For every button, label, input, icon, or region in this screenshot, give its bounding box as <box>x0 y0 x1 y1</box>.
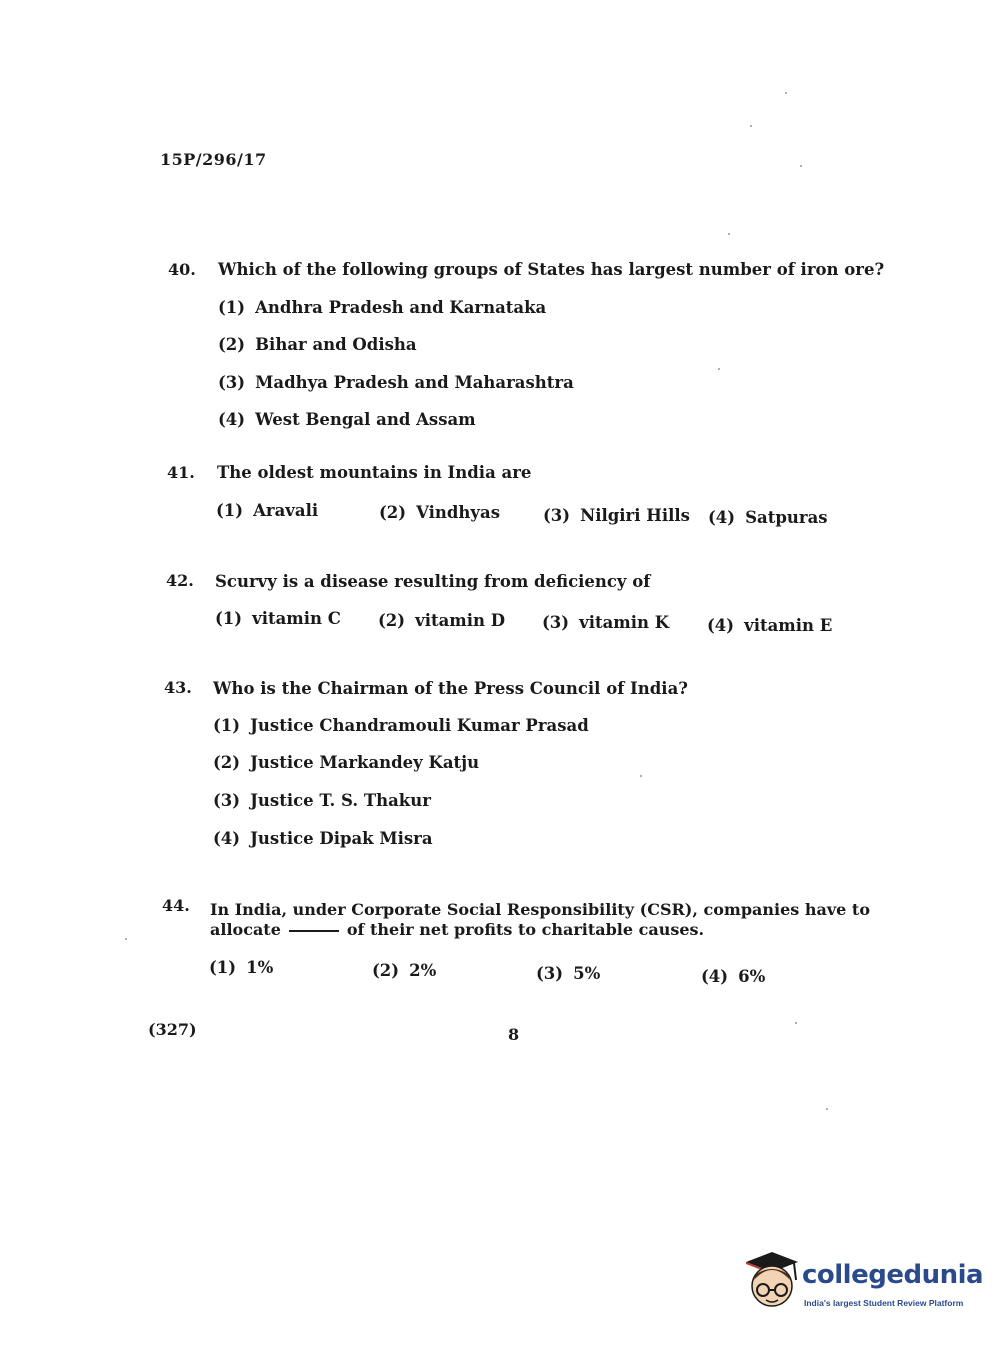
option: (4) Satpuras <box>708 508 828 527</box>
option: (3) Madhya Pradesh and Maharashtra <box>218 373 574 392</box>
question-text: Scurvy is a disease resulting from deficiency of <box>215 572 651 591</box>
option: (3) vitamin K <box>542 613 670 632</box>
paper-code: 15P/296/17 <box>160 150 267 169</box>
option: (2) 2% <box>372 961 437 980</box>
option: (4) vitamin E <box>707 616 833 635</box>
option: (2) Justice Markandey Katju <box>213 753 480 772</box>
question-number: 40. <box>168 260 196 279</box>
option: (2) vitamin D <box>378 611 506 630</box>
question-number: 41. <box>167 463 195 482</box>
option: (3) Nilgiri Hills <box>543 506 690 525</box>
option: (4) Justice Dipak Misra <box>213 829 433 848</box>
option: (1) Justice Chandramouli Kumar Prasad <box>213 716 589 735</box>
brand-name: collegedunia <box>802 1260 984 1290</box>
fill-in-blank <box>289 930 339 932</box>
question-text-line-1: In India, under Corporate Social Responsibility (CSR), companies have to <box>210 900 870 919</box>
option: (3) 5% <box>536 964 601 983</box>
question-text: Which of the following groups of States has largest number of iron ore? <box>218 260 885 279</box>
option: (2) Bihar and Odisha <box>218 335 417 354</box>
page-number: 8 <box>508 1025 520 1044</box>
option: (4) 6% <box>701 967 766 986</box>
option: (2) Vindhyas <box>379 503 500 522</box>
footer-code: (327) <box>148 1020 197 1039</box>
mascot-icon <box>742 1250 802 1316</box>
question-text: Who is the Chairman of the Press Council of India? <box>213 679 688 698</box>
collegedunia-logo <box>742 1250 984 1320</box>
question-number: 43. <box>164 678 192 697</box>
question-text-line-2: allocate of their net profits to charitable causes. <box>210 920 705 939</box>
option: (1) 1% <box>209 958 274 977</box>
question-number: 44. <box>162 896 190 915</box>
option: (4) West Bengal and Assam <box>218 410 476 429</box>
option: (3) Justice T. S. Thakur <box>213 791 431 810</box>
question-number: 42. <box>166 571 194 590</box>
brand-tagline: India's largest Student Review Platform <box>804 1298 964 1308</box>
option: (1) Aravali <box>216 501 319 520</box>
option: (1) Andhra Pradesh and Karnataka <box>218 298 547 317</box>
question-text: The oldest mountains in India are <box>217 463 532 482</box>
option: (1) vitamin C <box>215 609 341 628</box>
